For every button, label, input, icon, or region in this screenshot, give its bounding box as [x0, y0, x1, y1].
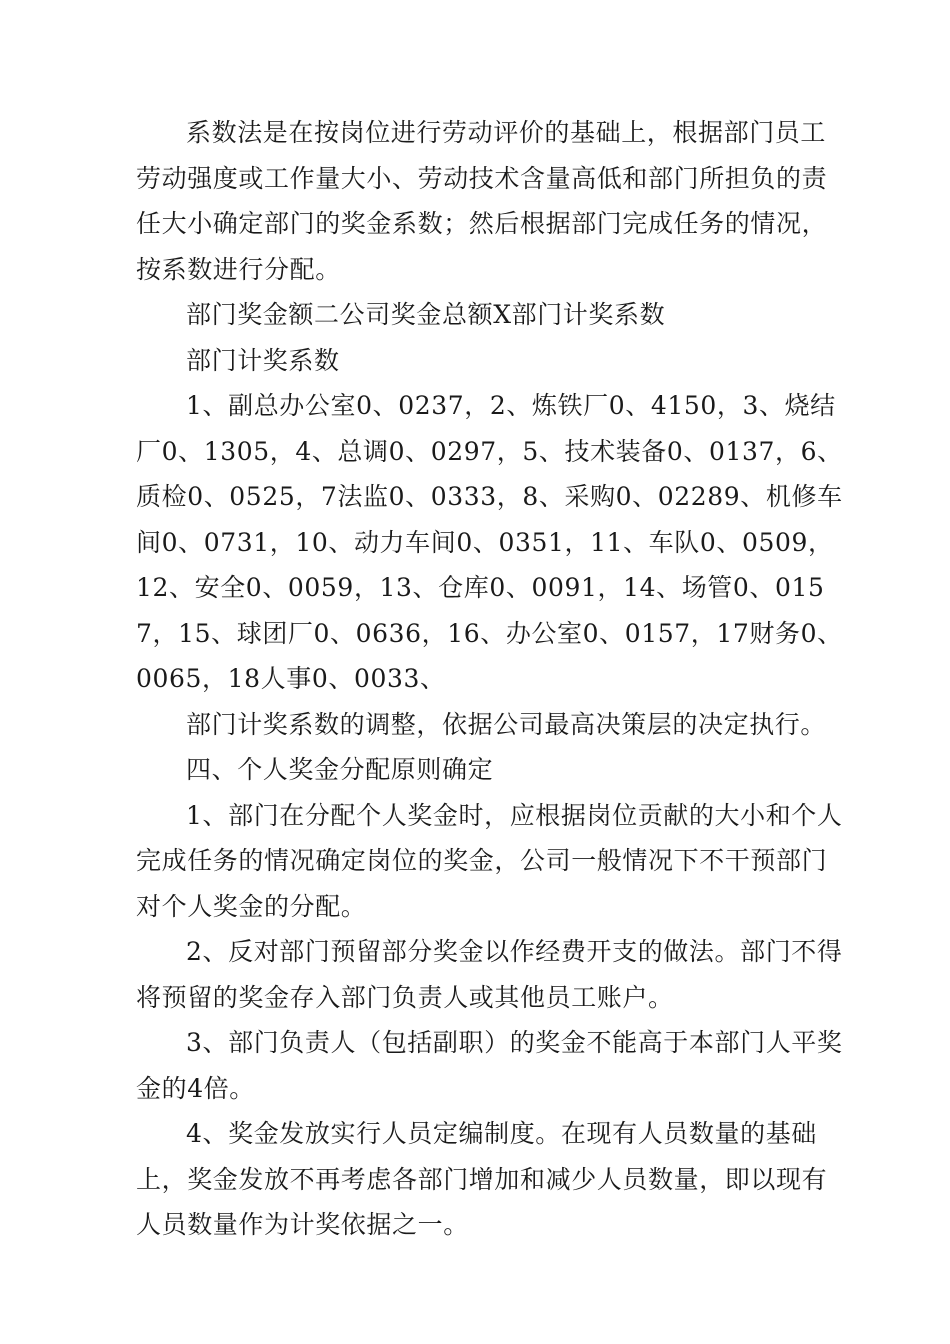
section-heading-individual-bonus: 四、个人奖金分配原则确定 — [186, 755, 494, 784]
document-body — [136, 110, 846, 1248]
paragraph-rule-1: 1、部门在分配个人奖金时，应根据岗位贡献的大小和个人完成任务的情况确定岗位的奖金，公司一般情况下不干预部门对个人奖金的分配。 — [136, 800, 843, 921]
paragraph-rule-2: 2、反对部门预留部分奖金以作经费开支的做法。部门不得将预留的奖金存入部门负责人或其他员工账户。 — [136, 937, 843, 1012]
paragraph-coefficient-method: 系数法是在按岗位进行劳动评价的基础上，根据部门员工劳动强度或工作量大小、劳动技术含量高低和部门所担负的责任大小确定部门的奖金系数；然后根据部门完成任务的情况，按系数进行分配。 — [136, 118, 828, 284]
paragraph-coefficient-adjustment: 部门计奖系数的调整，依据公司最高决策层的决定执行。 — [186, 709, 827, 739]
paragraph-coefficient-list: 1、副总办公室0、0237，2、炼铁厂0、4150，3、烧结厂0、1305，4、总调0、0297，5、技术装备0、0137，6、质检0、0525，7法监0、0333，8、采购0、02289、机修车间0、0731，10、动力车间0、0351，11、车队0、0509，12、安全0、0059，13、仓库0、0091，14、场管0、0157，15、球团厂0、0636，16、办公室0、0157，17财务0、0065，18人事0、0033、 — [136, 391, 843, 693]
paragraph-rule-3: 3、部门负责人（包括副职）的奖金不能高于本部门人平奖金的4倍。 — [136, 1028, 843, 1103]
paragraph-rule-4: 4、奖金发放实行人员定编制度。在现有人员数量的基础上，奖金发放不再考虑各部门增加和减少人员数量，即以现有人员数量作为计奖依据之一。 — [136, 1119, 828, 1239]
paragraph-coefficient-heading: 部门计奖系数 — [186, 345, 340, 375]
paragraph-department-bonus-formula: 部门奖金额二公司奖金总额X部门计奖系数 — [186, 300, 666, 329]
